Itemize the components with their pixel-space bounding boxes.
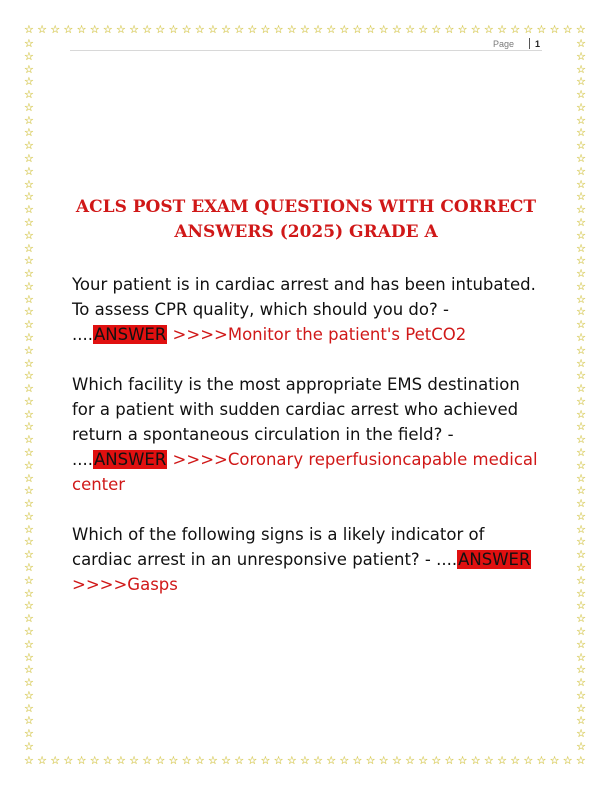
star-icon: ☆ xyxy=(457,754,468,767)
page-label: Page xyxy=(492,39,514,49)
star-icon: ☆ xyxy=(549,23,560,36)
star-icon: ☆ xyxy=(313,23,323,36)
star-icon: ☆ xyxy=(129,754,139,767)
star-icon: ☆ xyxy=(352,23,363,36)
star-icon: ☆ xyxy=(576,267,586,281)
star-icon: ☆ xyxy=(576,458,586,472)
qa-item xyxy=(72,522,542,597)
star-icon: ☆ xyxy=(50,23,61,36)
star-icon: ☆ xyxy=(444,23,455,36)
star-icon: ☆ xyxy=(576,88,586,102)
star-icon: ☆ xyxy=(129,23,139,36)
star-icon: ☆ xyxy=(365,23,376,36)
star-icon: ☆ xyxy=(37,23,48,36)
star-icon: ☆ xyxy=(115,23,126,36)
star-icon: ☆ xyxy=(457,23,468,36)
star-icon: ☆ xyxy=(576,190,586,204)
star-icon: ☆ xyxy=(24,190,34,204)
star-icon: ☆ xyxy=(576,433,586,447)
star-icon: ☆ xyxy=(142,23,153,36)
star-icon: ☆ xyxy=(313,754,323,767)
star-icon: ☆ xyxy=(181,754,192,767)
star-icon: ☆ xyxy=(24,637,34,651)
answer-text: >>>>Gasps xyxy=(72,575,178,594)
star-icon: ☆ xyxy=(24,522,34,536)
star-icon: ☆ xyxy=(24,139,34,153)
star-icon: ☆ xyxy=(576,305,586,319)
star-icon: ☆ xyxy=(63,754,74,767)
star-icon: ☆ xyxy=(576,535,586,549)
star-border-left xyxy=(24,38,34,752)
star-icon: ☆ xyxy=(576,548,586,562)
star-icon: ☆ xyxy=(24,330,34,344)
star-icon: ☆ xyxy=(536,23,547,36)
star-icon: ☆ xyxy=(24,356,34,370)
star-icon: ☆ xyxy=(24,484,34,498)
star-icon: ☆ xyxy=(273,23,284,36)
star-icon: ☆ xyxy=(24,126,34,140)
star-icon: ☆ xyxy=(326,754,337,767)
star-icon: ☆ xyxy=(286,754,297,767)
answer-text: >>>>Coronary reperfusioncapable medical center xyxy=(72,450,538,494)
star-icon: ☆ xyxy=(24,586,34,600)
page-separator xyxy=(529,38,530,49)
star-icon: ☆ xyxy=(576,497,586,511)
star-icon: ☆ xyxy=(63,23,74,36)
page-header xyxy=(70,36,542,51)
question-text: Your patient is in cardiac arrest and has been intubated. To assess CPR quality, which should you do? - .... xyxy=(72,275,536,344)
star-icon: ☆ xyxy=(24,663,34,677)
star-icon: ☆ xyxy=(181,23,192,36)
star-icon: ☆ xyxy=(510,23,521,36)
answer-label: ANSWER xyxy=(458,550,531,569)
star-icon: ☆ xyxy=(24,37,34,50)
star-icon: ☆ xyxy=(483,23,494,36)
star-icon: ☆ xyxy=(391,23,402,36)
star-icon: ☆ xyxy=(24,228,34,242)
star-icon: ☆ xyxy=(576,152,586,166)
star-icon: ☆ xyxy=(24,573,34,587)
star-icon: ☆ xyxy=(483,754,494,767)
star-icon: ☆ xyxy=(299,23,310,36)
answer-label: ANSWER xyxy=(93,325,167,344)
star-icon: ☆ xyxy=(576,701,586,715)
star-icon: ☆ xyxy=(24,433,34,447)
star-icon: ☆ xyxy=(24,612,34,626)
star-icon: ☆ xyxy=(24,754,34,767)
star-icon: ☆ xyxy=(24,88,34,102)
star-icon: ☆ xyxy=(24,727,34,741)
star-icon: ☆ xyxy=(576,624,586,638)
star-icon: ☆ xyxy=(391,754,402,767)
star-icon: ☆ xyxy=(576,241,586,255)
star-icon: ☆ xyxy=(444,754,455,767)
star-icon: ☆ xyxy=(576,420,586,434)
star-icon: ☆ xyxy=(576,62,586,76)
star-icon: ☆ xyxy=(576,100,586,114)
star-icon: ☆ xyxy=(194,754,205,767)
star-icon: ☆ xyxy=(562,23,573,36)
star-icon: ☆ xyxy=(24,497,34,511)
star-icon: ☆ xyxy=(24,548,34,562)
star-icon: ☆ xyxy=(24,394,34,408)
star-icon: ☆ xyxy=(576,330,586,344)
star-icon: ☆ xyxy=(24,113,34,127)
qa-item xyxy=(72,372,542,497)
qa-item xyxy=(72,272,542,347)
star-icon: ☆ xyxy=(89,23,100,36)
star-icon: ☆ xyxy=(24,676,34,690)
star-icon: ☆ xyxy=(24,254,34,268)
star-icon: ☆ xyxy=(326,23,337,36)
star-icon: ☆ xyxy=(576,164,586,178)
star-icon: ☆ xyxy=(576,509,586,523)
star-icon: ☆ xyxy=(102,754,113,767)
star-icon: ☆ xyxy=(352,754,363,767)
star-icon: ☆ xyxy=(576,676,586,690)
star-icon: ☆ xyxy=(155,754,166,767)
star-icon: ☆ xyxy=(576,573,586,587)
star-icon: ☆ xyxy=(24,471,34,485)
star-icon: ☆ xyxy=(207,23,218,36)
star-icon: ☆ xyxy=(378,23,389,36)
star-icon: ☆ xyxy=(576,37,586,50)
star-icon: ☆ xyxy=(24,446,34,459)
question-text: Which of the following signs is a likely indicator of cardiac arrest in an unresponsive patient? - .... xyxy=(72,525,485,569)
star-icon: ☆ xyxy=(24,420,34,434)
star-icon: ☆ xyxy=(24,535,34,549)
star-icon: ☆ xyxy=(24,23,34,36)
star-icon: ☆ xyxy=(576,522,586,536)
star-icon: ☆ xyxy=(24,49,34,63)
star-icon: ☆ xyxy=(576,727,586,741)
star-icon: ☆ xyxy=(50,754,61,767)
star-icon: ☆ xyxy=(470,23,481,36)
star-icon: ☆ xyxy=(24,62,34,76)
star-icon: ☆ xyxy=(24,75,34,89)
star-icon: ☆ xyxy=(102,23,113,36)
star-icon: ☆ xyxy=(24,152,34,166)
star-icon: ☆ xyxy=(575,754,586,767)
star-icon: ☆ xyxy=(536,754,547,767)
star-icon: ☆ xyxy=(37,754,48,767)
star-icon: ☆ xyxy=(576,254,586,268)
page-number: 1 xyxy=(534,39,540,49)
star-icon: ☆ xyxy=(247,754,258,767)
star-icon: ☆ xyxy=(576,561,586,575)
star-icon: ☆ xyxy=(24,624,34,638)
star-icon: ☆ xyxy=(576,369,586,383)
star-icon: ☆ xyxy=(576,650,586,664)
star-icon: ☆ xyxy=(576,637,586,651)
star-icon: ☆ xyxy=(576,663,586,677)
star-icon: ☆ xyxy=(576,203,586,217)
star-icon: ☆ xyxy=(523,754,534,767)
question-text: Which facility is the most appropriate EMS destination for a patient with sudden cardiac arrest who achieved return a spontaneous circulation in the field? - .... xyxy=(72,375,520,469)
star-icon: ☆ xyxy=(299,754,310,767)
star-icon: ☆ xyxy=(576,484,586,498)
star-icon: ☆ xyxy=(576,599,586,613)
star-icon: ☆ xyxy=(24,305,34,319)
star-icon: ☆ xyxy=(24,701,34,715)
star-icon: ☆ xyxy=(76,23,87,36)
star-icon: ☆ xyxy=(576,292,586,306)
star-icon: ☆ xyxy=(576,688,586,702)
star-icon: ☆ xyxy=(576,343,586,357)
star-icon: ☆ xyxy=(576,382,586,396)
star-icon: ☆ xyxy=(576,739,586,753)
star-icon: ☆ xyxy=(576,394,586,408)
star-icon: ☆ xyxy=(576,177,586,191)
star-icon: ☆ xyxy=(549,754,560,767)
star-icon: ☆ xyxy=(24,382,34,396)
star-icon: ☆ xyxy=(576,279,586,293)
star-icon: ☆ xyxy=(24,599,34,613)
star-icon: ☆ xyxy=(24,407,34,421)
answer-text: >>>>Monitor the patient's PetCO2 xyxy=(167,325,467,344)
star-icon: ☆ xyxy=(576,471,586,485)
star-icon: ☆ xyxy=(24,292,34,306)
star-icon: ☆ xyxy=(576,714,586,728)
star-icon: ☆ xyxy=(24,509,34,523)
star-icon: ☆ xyxy=(576,407,586,421)
star-icon: ☆ xyxy=(24,343,34,357)
star-icon: ☆ xyxy=(523,23,534,36)
star-icon: ☆ xyxy=(431,754,442,767)
star-icon: ☆ xyxy=(576,446,586,459)
star-icon: ☆ xyxy=(576,318,586,332)
star-icon: ☆ xyxy=(510,754,521,767)
star-icon: ☆ xyxy=(576,75,586,89)
star-icon: ☆ xyxy=(24,164,34,178)
star-icon: ☆ xyxy=(168,23,179,36)
star-icon: ☆ xyxy=(24,100,34,114)
star-icon: ☆ xyxy=(562,754,573,767)
star-icon: ☆ xyxy=(221,754,231,767)
star-icon: ☆ xyxy=(576,113,586,127)
star-icon: ☆ xyxy=(24,650,34,664)
star-icon: ☆ xyxy=(24,369,34,383)
star-icon: ☆ xyxy=(76,754,87,767)
star-icon: ☆ xyxy=(234,754,245,767)
star-icon: ☆ xyxy=(24,688,34,702)
star-icon: ☆ xyxy=(24,714,34,728)
star-icon: ☆ xyxy=(405,754,415,767)
star-border-bottom xyxy=(24,755,586,766)
star-icon: ☆ xyxy=(24,458,34,472)
star-icon: ☆ xyxy=(418,754,429,767)
star-icon: ☆ xyxy=(142,754,153,767)
star-icon: ☆ xyxy=(260,23,271,36)
star-icon: ☆ xyxy=(286,23,297,36)
star-icon: ☆ xyxy=(576,126,586,140)
star-icon: ☆ xyxy=(168,754,179,767)
star-icon: ☆ xyxy=(497,754,507,767)
star-icon: ☆ xyxy=(273,754,284,767)
star-icon: ☆ xyxy=(339,754,350,767)
star-icon: ☆ xyxy=(576,228,586,242)
star-icon: ☆ xyxy=(247,23,258,36)
star-icon: ☆ xyxy=(497,23,507,36)
star-icon: ☆ xyxy=(194,23,205,36)
star-icon: ☆ xyxy=(24,739,34,753)
star-border-right xyxy=(576,38,586,752)
star-icon: ☆ xyxy=(576,139,586,153)
star-icon: ☆ xyxy=(470,754,481,767)
star-icon: ☆ xyxy=(576,215,586,229)
qa-list xyxy=(72,272,542,622)
star-icon: ☆ xyxy=(24,177,34,191)
answer-label: ANSWER xyxy=(93,450,167,469)
star-icon: ☆ xyxy=(418,23,429,36)
star-icon: ☆ xyxy=(89,754,100,767)
star-icon: ☆ xyxy=(260,754,271,767)
star-icon: ☆ xyxy=(576,586,586,600)
star-icon: ☆ xyxy=(575,23,586,36)
star-icon: ☆ xyxy=(431,23,442,36)
star-icon: ☆ xyxy=(234,23,245,36)
star-icon: ☆ xyxy=(207,754,218,767)
star-icon: ☆ xyxy=(24,561,34,575)
star-icon: ☆ xyxy=(339,23,350,36)
star-icon: ☆ xyxy=(576,612,586,626)
star-icon: ☆ xyxy=(576,49,586,63)
star-border-top xyxy=(24,24,586,35)
star-icon: ☆ xyxy=(24,215,34,229)
star-icon: ☆ xyxy=(221,23,231,36)
star-icon: ☆ xyxy=(576,356,586,370)
star-icon: ☆ xyxy=(365,754,376,767)
star-icon: ☆ xyxy=(24,267,34,281)
star-icon: ☆ xyxy=(24,318,34,332)
star-icon: ☆ xyxy=(155,23,166,36)
star-icon: ☆ xyxy=(24,279,34,293)
star-icon: ☆ xyxy=(24,203,34,217)
star-icon: ☆ xyxy=(405,23,415,36)
star-icon: ☆ xyxy=(115,754,126,767)
document-title: ACLS POST EXAM QUESTIONS WITH CORRECT ANSWERS (2025) GRADE A xyxy=(75,197,537,242)
star-icon: ☆ xyxy=(378,754,389,767)
star-icon: ☆ xyxy=(24,241,34,255)
